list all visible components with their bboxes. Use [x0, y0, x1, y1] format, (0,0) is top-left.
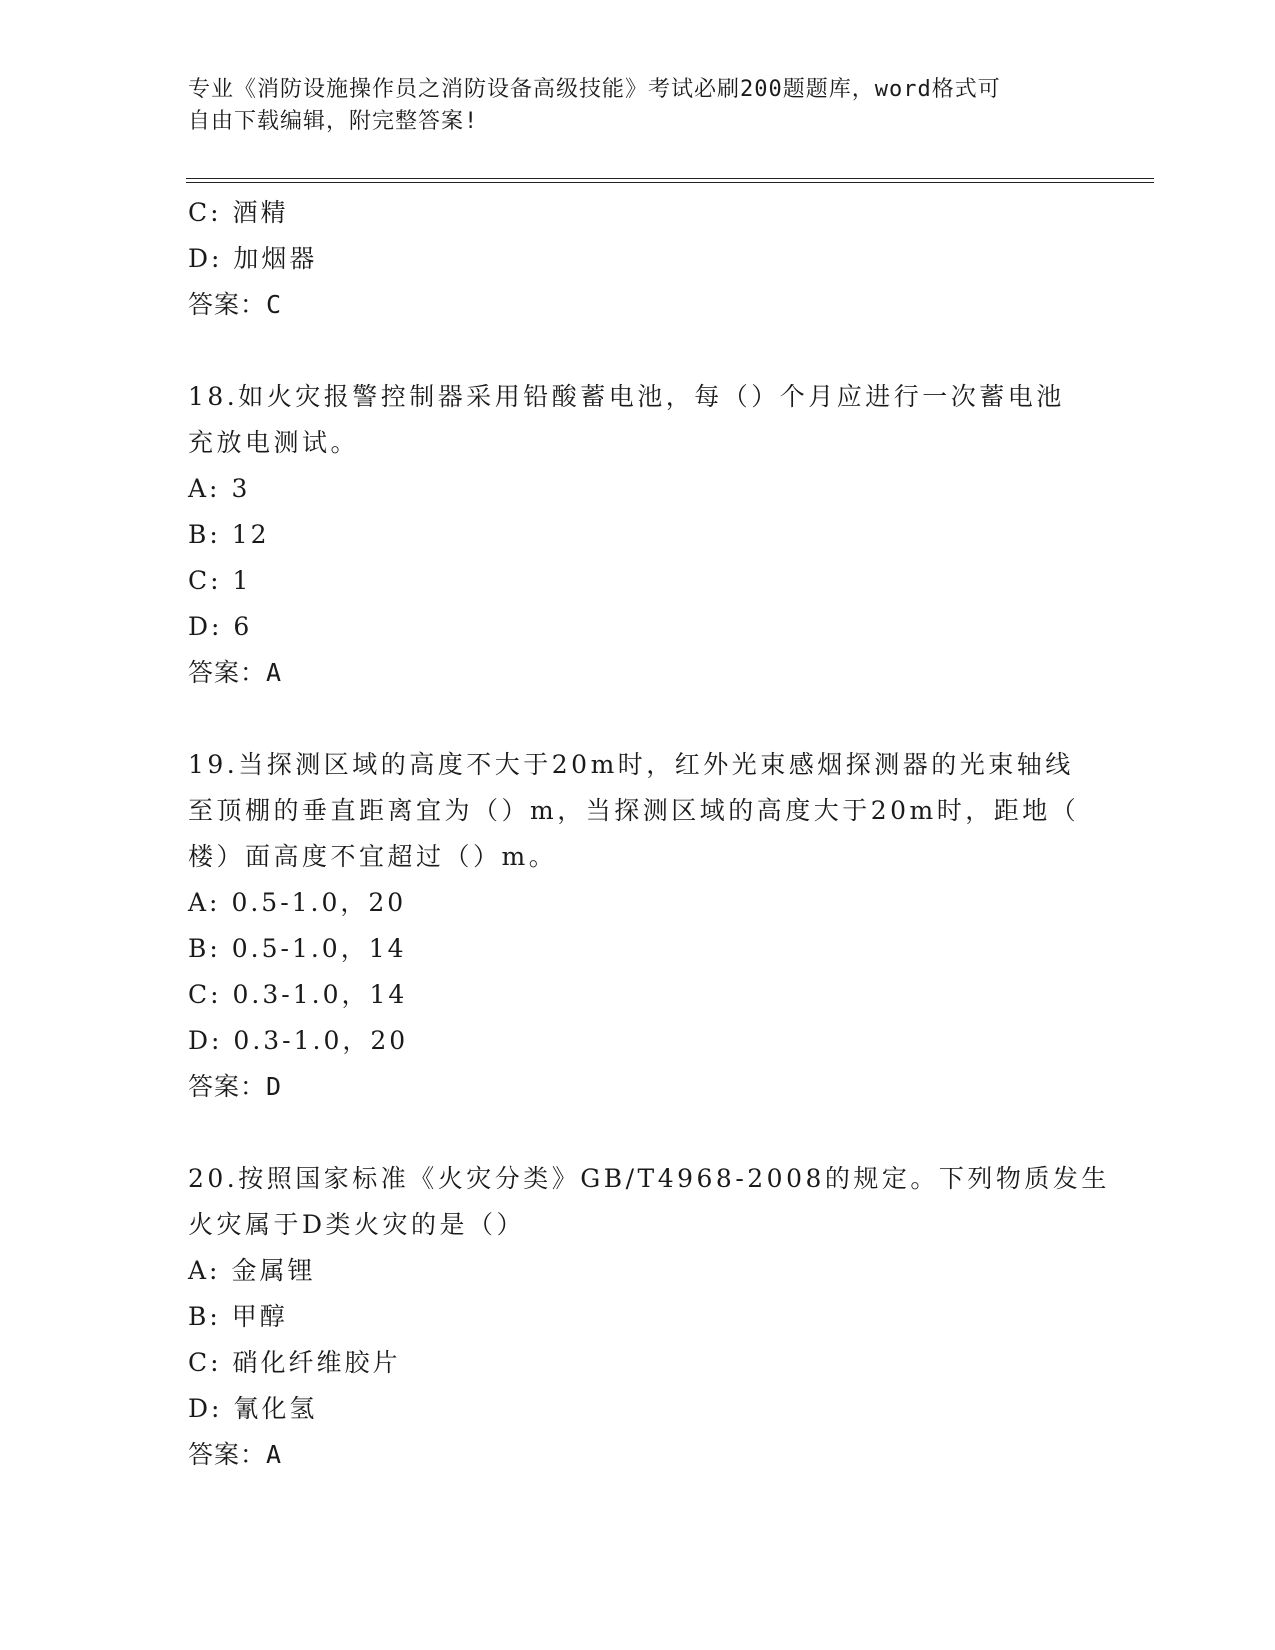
option-label: C:	[188, 566, 222, 595]
option-a	[188, 880, 1088, 926]
option-c	[188, 1340, 1088, 1386]
option-label: C:	[188, 198, 222, 227]
header-divider-top	[186, 178, 1154, 179]
option-label: A:	[188, 888, 221, 917]
question-text-line: 火灾属于D类火灾的是（）	[188, 1210, 526, 1239]
question-19	[188, 742, 1088, 1110]
option-label: B:	[188, 1302, 221, 1331]
option-label: C:	[188, 1348, 222, 1377]
option-text: 6	[233, 612, 253, 641]
header-line-2: 自由下载编辑，附完整答案!	[188, 109, 479, 134]
question-text-line: 楼）面高度不宜超过（）m。	[188, 842, 558, 871]
answer-line: 答案：A	[188, 1440, 283, 1469]
option-d	[188, 1386, 1088, 1432]
header-divider-bottom	[186, 182, 1154, 183]
option-b	[188, 1294, 1088, 1340]
option-text: 金属锂	[231, 1256, 316, 1285]
option-label: B:	[188, 934, 221, 963]
option-label: A:	[188, 1256, 221, 1285]
option-b	[188, 926, 1088, 972]
option-d	[188, 236, 1088, 282]
question-text	[188, 1156, 1110, 1248]
document-body	[188, 190, 1110, 1478]
option-text: 0.5-1.0，20	[231, 888, 407, 917]
option-text: 硝化纤维胶片	[232, 1348, 401, 1377]
question-text-line: 充放电测试。	[188, 428, 360, 457]
question-text	[188, 374, 1088, 466]
question-text	[188, 742, 1088, 880]
option-text: 3	[231, 474, 251, 503]
answer-line: 答案：C	[188, 290, 283, 319]
option-text: 0.3-1.0，14	[232, 980, 408, 1009]
option-label: A:	[188, 474, 221, 503]
question-20	[188, 1156, 1110, 1478]
option-text: 0.5-1.0，14	[231, 934, 407, 963]
option-text: 加烟器	[233, 244, 318, 273]
option-text: 酒精	[232, 198, 289, 227]
option-label: D:	[188, 244, 223, 273]
option-label: C:	[188, 980, 222, 1009]
option-c	[188, 558, 1088, 604]
question-text-line: 18.如火灾报警控制器采用铅酸蓄电池，每（）个月应进行一次蓄电池	[188, 382, 1065, 411]
option-c	[188, 190, 1088, 236]
question-text-line: 至顶棚的垂直距离宜为（）m，当探测区域的高度大于20m时，距地（	[188, 796, 1080, 825]
option-a	[188, 466, 1088, 512]
option-b	[188, 512, 1088, 558]
option-text: 0.3-1.0，20	[233, 1026, 409, 1055]
question-text-line: 19.当探测区域的高度不大于20m时，红外光束感烟探测器的光束轴线	[188, 750, 1074, 779]
option-c	[188, 972, 1088, 1018]
option-label: B:	[188, 520, 221, 549]
option-label: D:	[188, 1026, 223, 1055]
option-text: 甲醇	[231, 1302, 288, 1331]
question-18	[188, 374, 1088, 696]
answer-line: 答案：A	[188, 658, 283, 687]
page-header	[188, 74, 1068, 138]
option-d	[188, 1018, 1088, 1064]
option-text: 12	[231, 520, 270, 549]
answer-line: 答案：D	[188, 1072, 283, 1101]
question-text-line: 20.按照国家标准《火灾分类》GB/T4968-2008的规定。下列物质发生	[188, 1164, 1110, 1193]
option-label: D:	[188, 612, 223, 641]
prev-question-block	[188, 190, 1088, 328]
option-label: D:	[188, 1394, 223, 1423]
option-text: 1	[232, 566, 252, 595]
option-a	[188, 1248, 1088, 1294]
header-line-1: 专业《消防设施操作员之消防设备高级技能》考试必刷200题题库，word格式可	[188, 77, 1001, 102]
option-text: 氰化氢	[233, 1394, 318, 1423]
option-d	[188, 604, 1088, 650]
